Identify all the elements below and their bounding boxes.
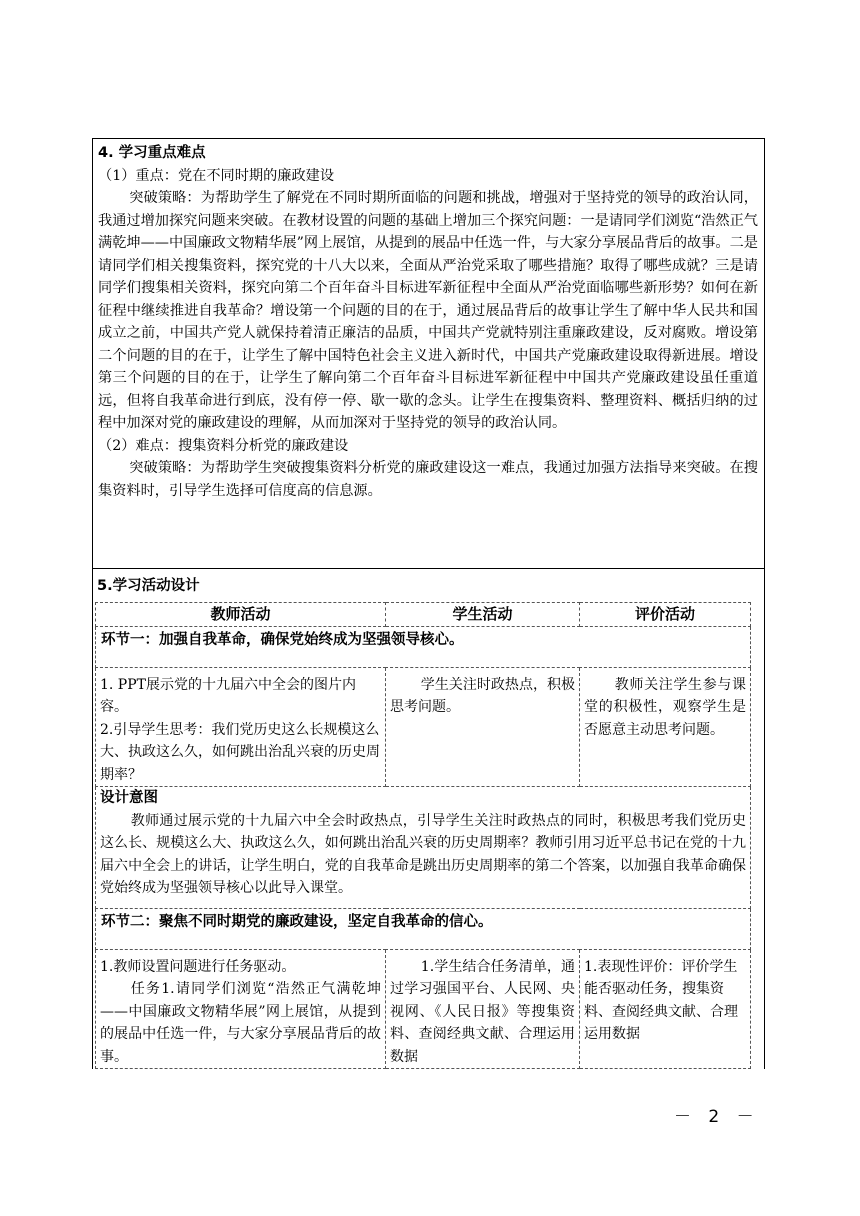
difficulty-strategy: 突破策略：为帮助学生突破搜集资料分析党的廉政建设这一难点，我通过加强方法指导来突破。在搜集资料时，引导学生选择可信度高的信息源。 <box>98 460 758 499</box>
stage1-intent-row <box>96 787 751 909</box>
page-number: － 2 － <box>674 1107 760 1127</box>
section4-heading: 4. 学习重点难点 <box>98 145 206 161</box>
stage1-title-row <box>96 626 751 667</box>
stage2-activity-row <box>96 949 751 1069</box>
stage1-evaluation-text: 教师关注学生参与课堂的积极性，观察学生是否愿意主动思考问题。 <box>584 676 746 738</box>
column-header-student: 学生活动 <box>386 603 580 627</box>
section-activity-design-header <box>93 568 764 602</box>
stage1-student-text: 学生关注时政热点，积极思考问题。 <box>390 676 575 715</box>
stage1-teacher-item-2: 2.引导学生思考：我们党历史这么长规模这么大、执政这么久，如何跳出治乱兴衰的历史周期率？ <box>100 721 380 783</box>
stage1-evaluation-cell <box>580 667 751 787</box>
stage2-student-cell <box>386 949 580 1069</box>
section-key-difficult-points <box>93 139 764 569</box>
activity-table <box>95 602 751 1069</box>
section5-heading: 5.学习活动设计 <box>97 578 200 594</box>
design-intent-title: 设计意图 <box>100 790 158 806</box>
stage1-teacher-cell <box>96 667 386 787</box>
stage2-teacher-line-1: 1.教师设置问题进行任务驱动。 <box>100 958 296 975</box>
stage2-evaluation-text: 1.表现性评价：评价学生能否驱动任务，搜集资料、查阅经典文献、合理运用数据 <box>584 958 738 1042</box>
stage2-student-text: 1.学生结合任务清单，通过学习强国平台、人民网、央视网、《人民日报》等搜集资料、查阅经典文献、合理运用数据 <box>390 958 575 1065</box>
table-header-row <box>96 603 751 627</box>
focus-label: （1）重点：党在不同时期的廉政建设 <box>98 167 335 184</box>
focus-strategy: 突破策略：为帮助学生了解党在不同时期所面临的问题和挑战，增强对于坚持党的领导的政治认同，我通过增加探究问题来突破。在教材设置的问题的基础上增加三个探究问题：一是请同学们浏览“浩然正气满乾坤——中国廉政文物精华展”网上展馆，从提到的展品中任选一件，与大家分享展品背后的故事。二是请同学们相关搜集资料，探究党的十八大以来，全面从严治党采取了哪些措施？取得了哪些成就？三是请同学们搜集相关资料，探究向第二个百年奋斗目标进军新征程中全面从严治党面临哪些新形势？如何在新征程中继续推进自我革命？增设第一个问题的目的在于，通过展品背后的故事让学生了解中华人民共和国成立之前，中国共产党人就保持着清正廉洁的品质，中国共产党就特别注重廉政建设，反对腐败。增设第二个问题的目的在于，让学生了解中国特色社会主义进入新时代，中国共产党廉政建设取得新进展。增设第三个问题的目的在于，让学生了解向第二个百年奋斗目标进军新征程中中国共产党廉政建设虽任重道远，但将自我革命进行到底，没有停一停、歇一歇的念头。让学生在搜集资料、整理资料、概括归纳的过程中加深对党的廉政建设的理解，从而加深对于坚持党的领导的政治认同。 <box>98 190 758 431</box>
stage1-intent-cell <box>96 787 751 909</box>
stage1-teacher-item-1: 1. PPT展示党的十九届六中全会的图片内容。 <box>100 676 356 715</box>
design-intent-text: 教师通过展示党的十九届六中全会时政热点，引导学生关注时政热点的同时，积极思考我们党历史这么长、规模这么大、执政这么久，如何跳出治乱兴衰的历史周期率？教师引用习近平总书记在党的十九届六中全会上的讲话，让学生明白，党的自我革命是跳出历史周期率的第二个答案，以加强自我革命确保党始终成为坚强领导核心以此导入课堂。 <box>100 812 746 896</box>
stage1-student-cell <box>386 667 580 787</box>
stage2-evaluation-cell <box>580 949 751 1069</box>
stage2-teacher-cell <box>96 949 386 1069</box>
column-header-evaluation: 评价活动 <box>580 603 751 627</box>
stage2-title-row <box>96 908 751 949</box>
stage2-title: 环节二：聚焦不同时期党的廉政建设，坚定自我革命的信心。 <box>96 908 751 949</box>
stage1-title: 环节一：加强自我革命，确保党始终成为坚强领导核心。 <box>96 626 751 667</box>
difficulty-label: （2）难点：搜集资料分析党的廉政建设 <box>98 437 349 454</box>
lesson-plan-frame <box>92 138 765 1069</box>
column-header-teacher: 教师活动 <box>96 603 386 627</box>
stage1-activity-row <box>96 667 751 787</box>
stage2-teacher-line-2: 任务1.请同学们浏览“浩然正气满乾坤——中国廉政文物精华展”网上展馆，从提到的展品中任选一件，与大家分享展品背后的故事。 <box>100 981 381 1065</box>
